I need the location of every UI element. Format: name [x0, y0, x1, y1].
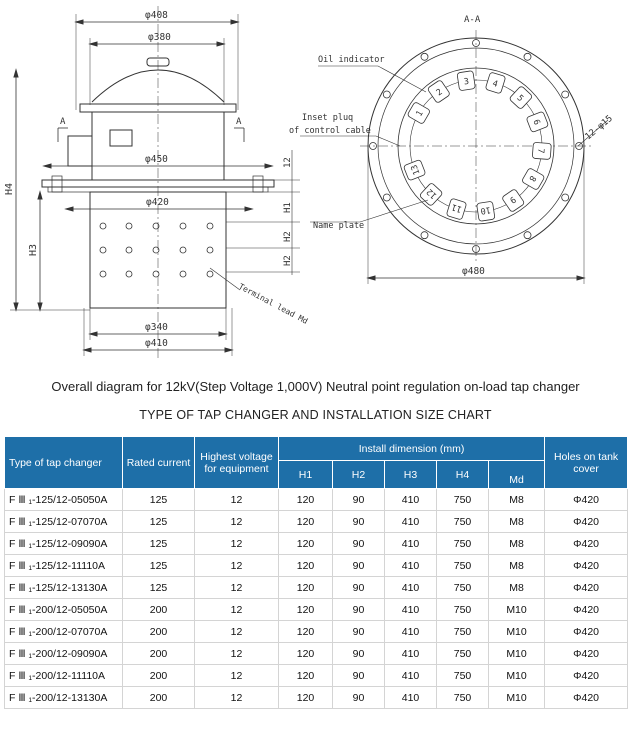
- header-highest-voltage: Highest voltage for equipment: [195, 437, 279, 489]
- cell-model: F Ⅲ ₁-200/12-09090A: [5, 643, 123, 665]
- table-row: [5, 555, 628, 577]
- cell-h2: 90: [333, 621, 385, 643]
- cell-h3: 410: [385, 555, 437, 577]
- tap-contact: [485, 72, 506, 94]
- cell-h2: 90: [333, 511, 385, 533]
- contact-number: 6: [530, 118, 542, 127]
- cell-model: F Ⅲ ₁-200/12-13130A: [5, 687, 123, 709]
- cell-model: F Ⅲ ₁-200/12-07070A: [5, 621, 123, 643]
- header-md: Md: [489, 461, 545, 489]
- terminal-lead-label: Terminal lead Md: [237, 281, 310, 326]
- cell-h1: 120: [279, 533, 333, 555]
- cell-h4: 750: [437, 511, 489, 533]
- cell-h1: 120: [279, 511, 333, 533]
- cell-rated-current: 200: [123, 621, 195, 643]
- header-h4: H4: [437, 461, 489, 489]
- h2-label-b: H2: [283, 255, 293, 266]
- cell-highest-voltage: 12: [195, 533, 279, 555]
- tap-contact: [407, 102, 431, 125]
- diagram-caption: Overall diagram for 12kV(Step Voltage 1,000V) Neutral point regulation on-load tap changer: [51, 379, 580, 394]
- cell-md: M10: [489, 687, 545, 709]
- cell-holes: Φ420: [545, 599, 628, 621]
- cell-h1: 120: [279, 489, 333, 511]
- dim-12-label: 12: [283, 157, 293, 168]
- cell-model: F Ⅲ ₁-200/12-05050A: [5, 599, 123, 621]
- dim-408-label: φ408: [145, 10, 168, 21]
- contact-number: 9: [507, 193, 518, 205]
- oil-indicator-label: Oil indicator: [318, 55, 385, 65]
- dim-450-label: φ450: [145, 154, 168, 165]
- cell-rated-current: 125: [123, 511, 195, 533]
- bolt-hole: [421, 53, 428, 60]
- table-row: [5, 489, 628, 511]
- cell-h2: 90: [333, 687, 385, 709]
- bolt-hole: [421, 232, 428, 239]
- table-row: [5, 533, 628, 555]
- contact-number: 11: [450, 201, 464, 214]
- cell-highest-voltage: 12: [195, 555, 279, 577]
- tap-contact: [457, 71, 476, 91]
- h4-label: H4: [4, 182, 15, 195]
- name-plate-label: Name plate: [313, 221, 365, 231]
- cell-rated-current: 125: [123, 555, 195, 577]
- contact-number: 3: [463, 76, 470, 88]
- cell-md: M8: [489, 511, 545, 533]
- table-row: [5, 665, 628, 687]
- tap-contact: [477, 201, 496, 221]
- contact-number: 8: [526, 173, 538, 183]
- tap-contact: [526, 111, 549, 132]
- cell-h1: 120: [279, 621, 333, 643]
- cell-h2: 90: [333, 489, 385, 511]
- dim-410-label: φ410: [145, 338, 168, 349]
- cell-md: M10: [489, 621, 545, 643]
- cell-holes: Φ420: [545, 687, 628, 709]
- cell-highest-voltage: 12: [195, 621, 279, 643]
- cell-md: M8: [489, 555, 545, 577]
- cell-h1: 120: [279, 665, 333, 687]
- cell-h2: 90: [333, 533, 385, 555]
- cell-h4: 750: [437, 555, 489, 577]
- table-row: [5, 577, 628, 599]
- cell-h4: 750: [437, 599, 489, 621]
- header-install-dimension: Install dimension (mm): [279, 437, 545, 461]
- right-view: [289, 15, 615, 284]
- cell-h2: 90: [333, 555, 385, 577]
- tap-contact: [427, 80, 450, 104]
- cell-h1: 120: [279, 687, 333, 709]
- tap-contact: [446, 198, 467, 220]
- contact-number: 7: [535, 147, 546, 154]
- cell-h2: 90: [333, 599, 385, 621]
- cell-model: F Ⅲ ₁-125/12-09090A: [5, 533, 123, 555]
- h2-label-a: H2: [283, 231, 293, 242]
- cell-h3: 410: [385, 599, 437, 621]
- section-a-left: A: [60, 117, 66, 127]
- tap-contact: [532, 142, 551, 159]
- contact-number: 13: [409, 162, 423, 177]
- left-view: [4, 6, 309, 360]
- cell-h3: 410: [385, 621, 437, 643]
- cell-h1: 120: [279, 599, 333, 621]
- cell-md: M8: [489, 577, 545, 599]
- cell-h4: 750: [437, 621, 489, 643]
- bolt-hole: [524, 53, 531, 60]
- dim-340-label: φ340: [145, 322, 168, 333]
- cell-model: F Ⅲ ₁-125/12-13130A: [5, 577, 123, 599]
- cell-h4: 750: [437, 489, 489, 511]
- cell-rated-current: 200: [123, 599, 195, 621]
- header-h2: H2: [333, 461, 385, 489]
- cell-highest-voltage: 12: [195, 599, 279, 621]
- cell-h2: 90: [333, 665, 385, 687]
- header-rated-current: Rated current: [123, 437, 195, 489]
- cell-h1: 120: [279, 555, 333, 577]
- cell-holes: Φ420: [545, 511, 628, 533]
- header-type: Type of tap changer: [5, 437, 123, 489]
- contact-number: 4: [491, 78, 499, 90]
- cell-highest-voltage: 12: [195, 687, 279, 709]
- table-row: [5, 599, 628, 621]
- contact-number: 1: [414, 109, 426, 119]
- cell-h1: 120: [279, 643, 333, 665]
- cell-h4: 750: [437, 665, 489, 687]
- cell-rated-current: 125: [123, 533, 195, 555]
- cell-h3: 410: [385, 511, 437, 533]
- cell-h3: 410: [385, 533, 437, 555]
- control-cable-label: of control cable: [289, 126, 371, 136]
- dim-420-label: φ420: [146, 197, 169, 208]
- cell-model: F Ⅲ ₁-125/12-11110A: [5, 555, 123, 577]
- cell-highest-voltage: 12: [195, 577, 279, 599]
- cell-h4: 750: [437, 687, 489, 709]
- chart-title: TYPE OF TAP CHANGER AND INSTALLATION SIZE CHART: [139, 408, 492, 422]
- cell-model: F Ⅲ ₁-125/12-05050A: [5, 489, 123, 511]
- cell-highest-voltage: 12: [195, 489, 279, 511]
- cell-holes: Φ420: [545, 643, 628, 665]
- contact-number: 12: [424, 186, 440, 201]
- bolt-hole: [562, 194, 569, 201]
- contact-number: 2: [434, 87, 445, 99]
- cell-highest-voltage: 12: [195, 665, 279, 687]
- cell-holes: Φ420: [545, 621, 628, 643]
- cell-h3: 410: [385, 577, 437, 599]
- bolt-hole: [562, 91, 569, 98]
- cell-h2: 90: [333, 577, 385, 599]
- bolt-hole: [524, 232, 531, 239]
- cell-holes: Φ420: [545, 665, 628, 687]
- cell-h2: 90: [333, 643, 385, 665]
- holes-label: 12-φ15: [583, 113, 615, 143]
- dim-480-label: φ480: [462, 266, 485, 277]
- cell-holes: Φ420: [545, 577, 628, 599]
- h1-label: H1: [283, 202, 293, 213]
- cell-h3: 410: [385, 687, 437, 709]
- cell-h3: 410: [385, 643, 437, 665]
- cell-md: M10: [489, 665, 545, 687]
- dim-380-label: φ380: [148, 32, 171, 43]
- section-title-aa: A-A: [464, 15, 481, 25]
- cell-holes: Φ420: [545, 555, 628, 577]
- cell-h4: 750: [437, 533, 489, 555]
- cell-md: M10: [489, 599, 545, 621]
- h3-label: H3: [28, 243, 39, 256]
- bolt-hole: [383, 194, 390, 201]
- header-holes: Holes on tank cover: [545, 437, 628, 489]
- tap-contact: [521, 168, 545, 191]
- cell-rated-current: 200: [123, 687, 195, 709]
- contact-number: 5: [514, 93, 526, 105]
- cell-highest-voltage: 12: [195, 643, 279, 665]
- cell-md: M8: [489, 533, 545, 555]
- cell-model: F Ⅲ ₁-125/12-07070A: [5, 511, 123, 533]
- table-row: [5, 511, 628, 533]
- cell-rated-current: 125: [123, 577, 195, 599]
- header-h3: H3: [385, 461, 437, 489]
- cell-h3: 410: [385, 665, 437, 687]
- cell-holes: Φ420: [545, 533, 628, 555]
- cell-md: M10: [489, 643, 545, 665]
- cell-h4: 750: [437, 577, 489, 599]
- cell-md: M8: [489, 489, 545, 511]
- cell-rated-current: 200: [123, 643, 195, 665]
- contact-number: 10: [479, 204, 492, 216]
- cell-h4: 750: [437, 643, 489, 665]
- cell-highest-voltage: 12: [195, 511, 279, 533]
- cell-rated-current: 200: [123, 665, 195, 687]
- cell-h3: 410: [385, 489, 437, 511]
- table-row: [5, 643, 628, 665]
- table-row: [5, 621, 628, 643]
- inset-plug-label: Inset pluq: [302, 113, 354, 123]
- cell-holes: Φ420: [545, 489, 628, 511]
- cell-rated-current: 125: [123, 489, 195, 511]
- tap-contact: [502, 189, 525, 213]
- table-row: [5, 687, 628, 709]
- header-h1: H1: [279, 461, 333, 489]
- tap-contact: [403, 159, 426, 180]
- bolt-hole: [383, 91, 390, 98]
- cell-h1: 120: [279, 577, 333, 599]
- cell-model: F Ⅲ ₁-200/12-11110A: [5, 665, 123, 687]
- section-a-right: A: [236, 117, 242, 127]
- size-chart-table: [4, 436, 628, 709]
